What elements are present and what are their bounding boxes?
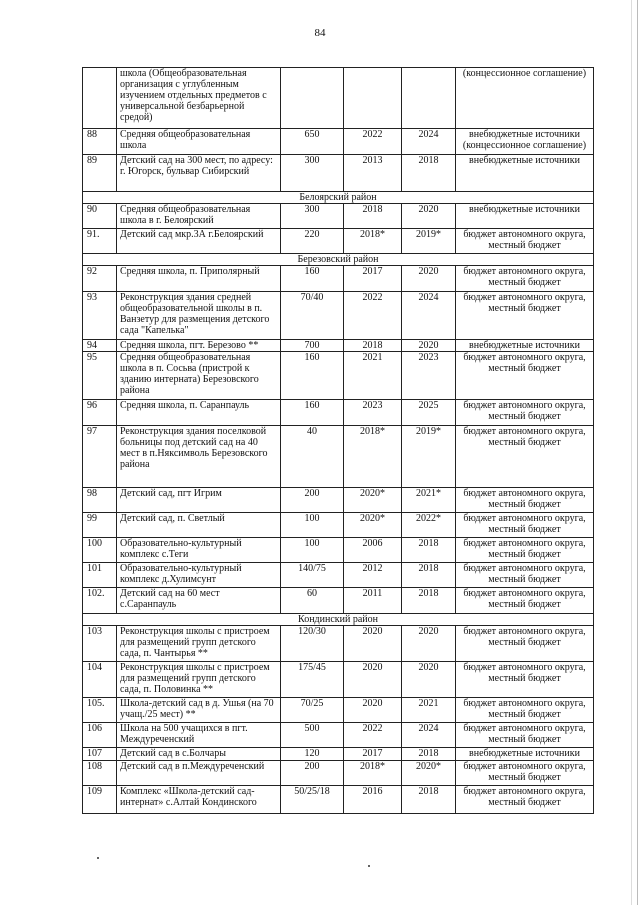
funding-source: бюджет автономного округа, местный бюджет [456,352,594,400]
capacity [281,68,344,129]
object-name: Реконструкция здания средней общеобразовательной школы в п. Ванзетур для размещения детского сада "Капелька" [117,292,281,340]
funding-source: бюджет автономного округа, местный бюджет [456,292,594,340]
object-name: Школа на 500 учащихся в пгт. Междуреченский [117,723,281,748]
row-number: 99 [83,513,117,538]
object-name: Реконструкция школы с пристроем для размещений групп детского сада, п. Половинка ** [117,662,281,698]
funding-source: бюджет автономного округа, местный бюджет [456,513,594,538]
capacity: 500 [281,723,344,748]
start-year: 2018 [344,204,402,229]
funding-source: бюджет автономного округа, местный бюджет [456,229,594,254]
row-number: 93 [83,292,117,340]
start-year: 2017 [344,748,402,761]
object-name: Детский сад на 60 мест с.Саранпауль [117,588,281,614]
end-year [402,68,456,129]
capacity: 120/30 [281,626,344,662]
capacity: 200 [281,761,344,786]
end-year: 2020 [402,340,456,352]
table-row [83,155,594,192]
object-name: Средняя школа, пгт. Березово ** [117,340,281,352]
table-row [83,786,594,814]
end-year: 2020 [402,626,456,662]
end-year: 2020 [402,204,456,229]
row-number: 105. [83,698,117,723]
object-name: Школа-детский сад в д. Ушья (на 70 учащ./25 мест) ** [117,698,281,723]
capacity: 120 [281,748,344,761]
objects-table-body [83,68,594,814]
start-year: 2023 [344,400,402,426]
scan-edge-line [637,0,638,905]
objects-table [82,67,594,814]
capacity: 160 [281,266,344,292]
object-name: Детский сад в п.Междуреченский [117,761,281,786]
end-year: 2018 [402,786,456,814]
row-number: 109 [83,786,117,814]
object-name: Реконструкция школы с пристроем для размещений групп детского сада, п. Чантырья ** [117,626,281,662]
table-row [83,723,594,748]
table-row [83,68,594,129]
funding-source: внебюджетные источники (концессионное соглашение) [456,129,594,155]
row-number: 94 [83,340,117,352]
scan-edge-line-inner [631,0,632,905]
end-year: 2020 [402,266,456,292]
funding-source: (концессионное соглашение) [456,68,594,129]
funding-source: бюджет автономного округа, местный бюджет [456,786,594,814]
end-year: 2018 [402,748,456,761]
funding-source: внебюджетные источники [456,748,594,761]
end-year: 2020 [402,662,456,698]
start-year: 2018* [344,761,402,786]
funding-source: бюджет автономного округа, местный бюджет [456,723,594,748]
capacity: 70/40 [281,292,344,340]
capacity: 100 [281,538,344,563]
table-row [83,266,594,292]
row-number: 103 [83,626,117,662]
object-name: Средняя общеобразовательная школа в п. Сосьва (пристрой к зданию интерната) Березовского района [117,352,281,400]
funding-source: внебюджетные источники [456,155,594,192]
table-row [83,513,594,538]
capacity: 200 [281,488,344,513]
funding-source: бюджет автономного округа, местный бюджет [456,538,594,563]
capacity: 70/25 [281,698,344,723]
start-year: 2021 [344,352,402,400]
object-name: школа (Общеобразовательная организация с углубленным изучением отдельных предметов с универсальной безбарьерной средой) [117,68,281,129]
funding-source: бюджет автономного округа, местный бюджет [456,563,594,588]
table-row [83,229,594,254]
row-number: 104 [83,662,117,698]
row-number: 102. [83,588,117,614]
end-year: 2019* [402,229,456,254]
start-year: 2018 [344,340,402,352]
scan-speck [97,857,99,859]
start-year: 2018* [344,229,402,254]
capacity: 140/75 [281,563,344,588]
row-number: 91. [83,229,117,254]
row-number: 106 [83,723,117,748]
end-year: 2019* [402,426,456,488]
capacity: 160 [281,400,344,426]
end-year: 2022* [402,513,456,538]
end-year: 2020* [402,761,456,786]
end-year: 2023 [402,352,456,400]
region-name: Кондинский район [83,614,594,626]
table-row [83,538,594,563]
object-name: Реконструкция здания поселковой больницы под детский сад на 40 мест в п.Няксимволь Березовского района [117,426,281,488]
start-year: 2022 [344,723,402,748]
start-year: 2022 [344,129,402,155]
table-row [83,292,594,340]
capacity: 160 [281,352,344,400]
object-name: Образовательно-культурный комплекс с.Теги [117,538,281,563]
capacity: 300 [281,155,344,192]
row-number: 107 [83,748,117,761]
end-year: 2018 [402,538,456,563]
capacity: 50/25/18 [281,786,344,814]
object-name: Средняя общеобразовательная школа [117,129,281,155]
start-year: 2017 [344,266,402,292]
funding-source: бюджет автономного округа, местный бюджет [456,400,594,426]
table-row [83,129,594,155]
start-year: 2018* [344,426,402,488]
table-row [83,400,594,426]
end-year: 2024 [402,723,456,748]
end-year: 2018 [402,563,456,588]
start-year [344,68,402,129]
end-year: 2018 [402,588,456,614]
end-year: 2021* [402,488,456,513]
row-number: 100 [83,538,117,563]
object-name: Детский сад, пгт Игрим [117,488,281,513]
funding-source: бюджет автономного округа, местный бюджет [456,626,594,662]
start-year: 2013 [344,155,402,192]
capacity: 220 [281,229,344,254]
table-row [83,698,594,723]
row-number: 98 [83,488,117,513]
table-row [83,488,594,513]
row-number: 89 [83,155,117,192]
object-name: Детский сад, п. Светлый [117,513,281,538]
start-year: 2020 [344,626,402,662]
region-header-row [83,254,594,266]
object-name: Детский сад в с.Болчары [117,748,281,761]
end-year: 2018 [402,155,456,192]
capacity: 175/45 [281,662,344,698]
start-year: 2011 [344,588,402,614]
capacity: 60 [281,588,344,614]
end-year: 2024 [402,292,456,340]
region-name: Белоярский район [83,192,594,204]
funding-source: бюджет автономного округа, местный бюджет [456,588,594,614]
start-year: 2020 [344,662,402,698]
start-year: 2022 [344,292,402,340]
capacity: 700 [281,340,344,352]
start-year: 2020 [344,698,402,723]
row-number: 97 [83,426,117,488]
end-year: 2024 [402,129,456,155]
table-row [83,352,594,400]
funding-source: бюджет автономного округа, местный бюджет [456,426,594,488]
table-row [83,340,594,352]
capacity: 100 [281,513,344,538]
table-row [83,588,594,614]
start-year: 2020* [344,488,402,513]
funding-source: внебюджетные источники [456,340,594,352]
object-name: Образовательно-культурный комплекс д.Хулимсунт [117,563,281,588]
funding-source: внебюджетные источники [456,204,594,229]
scan-speck [368,865,370,867]
region-header-row [83,614,594,626]
row-number: 108 [83,761,117,786]
row-number: 101 [83,563,117,588]
object-name: Детский сад мкр.3А г.Белоярский [117,229,281,254]
funding-source: бюджет автономного округа, местный бюджет [456,662,594,698]
table-row [83,626,594,662]
object-name: Детский сад на 300 мест, по адресу: г. Югорск, бульвар Сибирский [117,155,281,192]
row-number: 92 [83,266,117,292]
object-name: Средняя школа, п. Саранпауль [117,400,281,426]
funding-source: бюджет автономного округа, местный бюджет [456,488,594,513]
table-row [83,761,594,786]
object-name: Комплекс «Школа-детский сад-интернат» с.Алтай Кондинского [117,786,281,814]
capacity: 300 [281,204,344,229]
table-row [83,426,594,488]
capacity: 650 [281,129,344,155]
funding-source: бюджет автономного округа, местный бюджет [456,266,594,292]
funding-source: бюджет автономного округа, местный бюджет [456,761,594,786]
row-number: 96 [83,400,117,426]
funding-source: бюджет автономного округа, местный бюджет [456,698,594,723]
object-name: Средняя общеобразовательная школа в г. Белоярский [117,204,281,229]
start-year: 2012 [344,563,402,588]
table-row [83,204,594,229]
row-number: 88 [83,129,117,155]
capacity: 40 [281,426,344,488]
end-year: 2021 [402,698,456,723]
row-number [83,68,117,129]
start-year: 2016 [344,786,402,814]
start-year: 2020* [344,513,402,538]
end-year: 2025 [402,400,456,426]
table-row [83,563,594,588]
table-row [83,662,594,698]
region-header-row [83,192,594,204]
row-number: 95 [83,352,117,400]
region-name: Березовский район [83,254,594,266]
table-row [83,748,594,761]
object-name: Средняя школа, п. Приполярный [117,266,281,292]
row-number: 90 [83,204,117,229]
start-year: 2006 [344,538,402,563]
page-number: 84 [314,27,326,39]
